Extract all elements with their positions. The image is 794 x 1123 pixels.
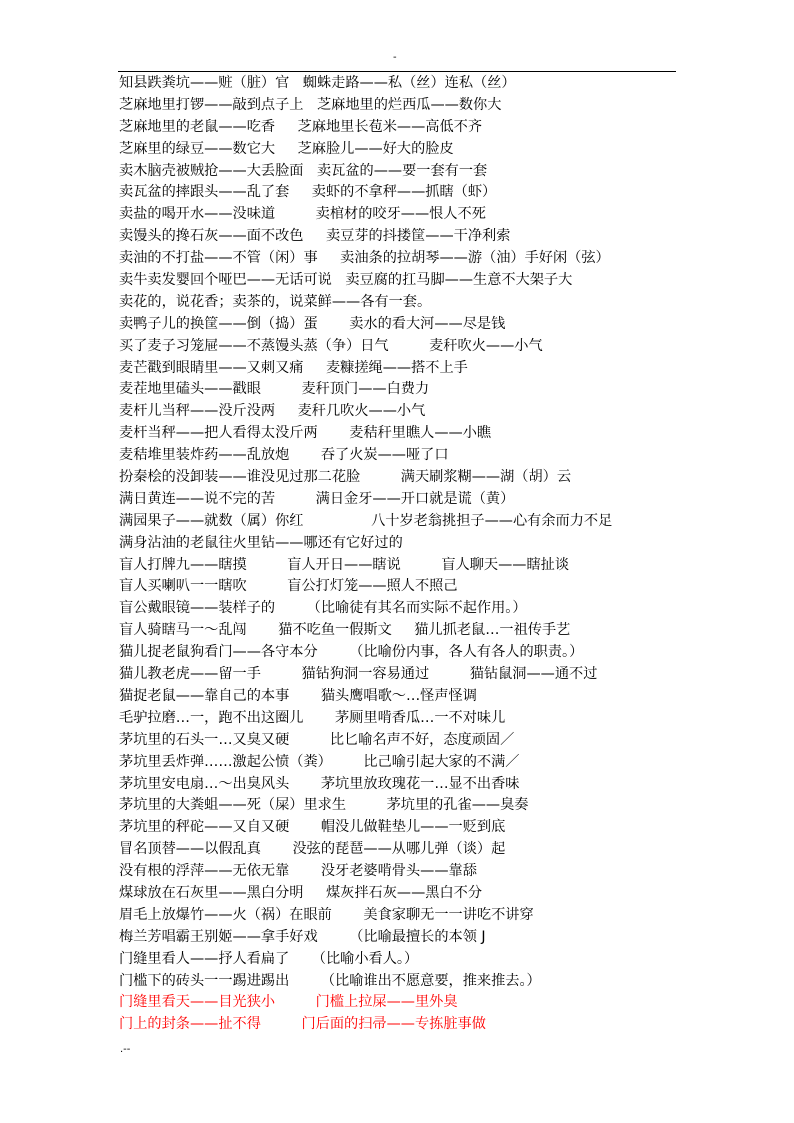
proverb-line: 卖馒头的搀石灰——面不改色 卖豆芽的抖搂筐——干净利索 [119, 228, 511, 245]
proverb-line: 芝麻里的绿豆——数它大 芝麻脸儿——好大的脸皮 [119, 140, 454, 157]
proverb-line: 毛驴拉磨…一，跑不出这圈儿 茅厕里啃香瓜…一不对味儿 [119, 709, 506, 726]
proverb-line: 眉毛上放爆竹——火（祸）在眼前 美食家聊无一一讲吃不讲穿 [119, 906, 534, 923]
proverb-line: 门上的封条——扯不得 门后面的扫帚——专拣脏事做 [119, 1016, 486, 1033]
proverb-line: 猫儿教老虎——留一手 猫钻狗洞一容易通过 猫钻鼠洞——通不过 [119, 666, 598, 683]
proverb-line: 芝麻地里的老鼠——吃香 芝麻地里长苞米——高低不齐 [119, 118, 483, 135]
proverb-line: 麦杆儿当秤——没斤没两 麦秆几吹火——小气 [119, 403, 426, 420]
proverb-line: 卖牛卖发婴回个哑巴——无话可说 卖豆腐的扛马脚——生意不大架子大 [119, 272, 573, 289]
proverb-line: 扮秦桧的没卸装——谁没见过那二花脸 满天刷浆糊——湖（胡）云 [119, 469, 572, 486]
proverb-line: 买了麦子习笼屉——不蒸馒头蒸（争）日气 麦秆吹火——小气 [119, 337, 543, 354]
proverb-line: 卖瓦盆的摔跟头——乱了套 卖虾的不拿秤——抓瞎（虾） [119, 184, 497, 201]
proverb-line: 满园果子——就数（属）你红 八十岁老翁挑担子——心有余而力不足 [119, 512, 613, 529]
proverb-line: 盲公戴眼镜——装样子的 （比喻徒有其名而实际不起作用。） [119, 600, 527, 617]
proverb-line: 冒名顶替——以假乱真 没弦的琵琶——从哪儿弹（谈）起 [119, 841, 506, 858]
footer-mark: .-- [120, 1044, 131, 1055]
proverb-line: 门缝里看天——目光狭小 门槛上拉屎——里外臭 [119, 994, 458, 1011]
proverb-list [119, 73, 679, 1036]
proverb-line: 盲人打牌九——瞎摸 盲人开日——瞎说 盲人聊天——瞎扯谈 [119, 556, 570, 573]
proverb-line: 麦杆当秤——把人看得太没斤两 麦秸秆里瞧人——小瞧 [119, 425, 492, 442]
proverb-line: 茅坑里的秤砣——又自又硬 帽没儿做鞋垫儿——一贬到底 [119, 819, 506, 836]
proverb-line: 卖油的不打盐——不管（闲）事 卖油条的拉胡琴——游（油）手好闲（弦） [119, 250, 610, 267]
proverb-line: 麦秸堆里装炸药——乱放炮 吞了火炭——哑了口 [119, 447, 449, 464]
proverb-line: 猫捉老鼠——靠自己的本事 猫头鹰唱歌～…怪声怪调 [119, 687, 477, 704]
header-rule [118, 71, 676, 72]
proverb-line: 卖木脑壳被贼抢——大丢脸面 卖瓦盆的——要一套有一套 [119, 162, 488, 179]
proverb-line: 茅坑里丢炸弹……激起公愤（粪） 比己喻引起大家的不满／ [119, 753, 520, 770]
proverb-line: 茅坑里的大粪蛆——死（屎）里求生 茅坑里的孔雀——臭奏 [119, 797, 529, 814]
proverb-line: 满身沾油的老鼠往火里钻——哪还有它好过的 [119, 534, 403, 551]
proverb-line: 盲人骑瞎马一～乱闯 猫不吃鱼一假斯文 猫儿抓老鼠…一祖传手艺 [119, 622, 571, 639]
proverb-line: 卖盐的喝开水——没味道 卖棺材的咬牙——恨人不死 [119, 206, 486, 223]
proverb-line: 盲人买喇叭一一瞎吹 盲公打灯笼——照人不照己 [119, 578, 458, 595]
proverb-line: 芝麻地里打锣——敲到点子上 芝麻地里的烂西瓜——数你大 [119, 96, 502, 113]
proverb-line: 门缝里看人——抒人看扁了 （比喻小看人。） [119, 950, 419, 967]
proverb-line: 没有根的浮萍——无依无靠 没牙老婆啃骨头——靠舔 [119, 863, 477, 880]
proverb-line: 茅坑里安电扇…～出臭风头 茅坑里放玫瑰花一…显不出香味 [119, 775, 520, 792]
proverb-line: 卖鸭子儿的换筐——倒（捣）蛋 卖水的看大河——尽是钱 [119, 315, 506, 332]
proverb-line: 知县跌粪坑——赃（脏）官 蜘蛛走路——私（丝）连私（丝） [119, 75, 516, 91]
proverb-line: 卖花的，说花香；卖茶的，说菜鲜——各有一套。 [119, 293, 432, 310]
proverb-line: 麦茬地里磕头——戳眼 麦秆顶门——白费力 [119, 381, 430, 398]
header-mark: - [393, 52, 397, 63]
proverb-line: 门槛下的砖头一一踢进踢出 （比喻谁出不愿意要，推来推去。） [119, 972, 541, 989]
proverb-line: 麦芒戳到眼睛里——又刺又痛 麦糠搓绳——搭不上手 [119, 359, 468, 376]
proverb-line: 猫儿捉老鼠狗看门——各守本分 （比喻份内事，各人有各人的职责。） [119, 644, 584, 661]
proverb-line: 茅坑里的石头一…又臭又硬 比匕喻名声不好，态度顽固／ [119, 731, 515, 748]
proverb-line: 梅兰芳唱霸王别姬——拿手好戏 （比喻最擅长的本领 J [119, 928, 486, 945]
proverb-line: 煤球放在石灰里——黑白分明 煤灰拌石灰——黑白不分 [119, 884, 483, 901]
proverb-line: 满日黄连——说不完的苦 满日金牙——开口就是谎（黄） [119, 490, 515, 507]
